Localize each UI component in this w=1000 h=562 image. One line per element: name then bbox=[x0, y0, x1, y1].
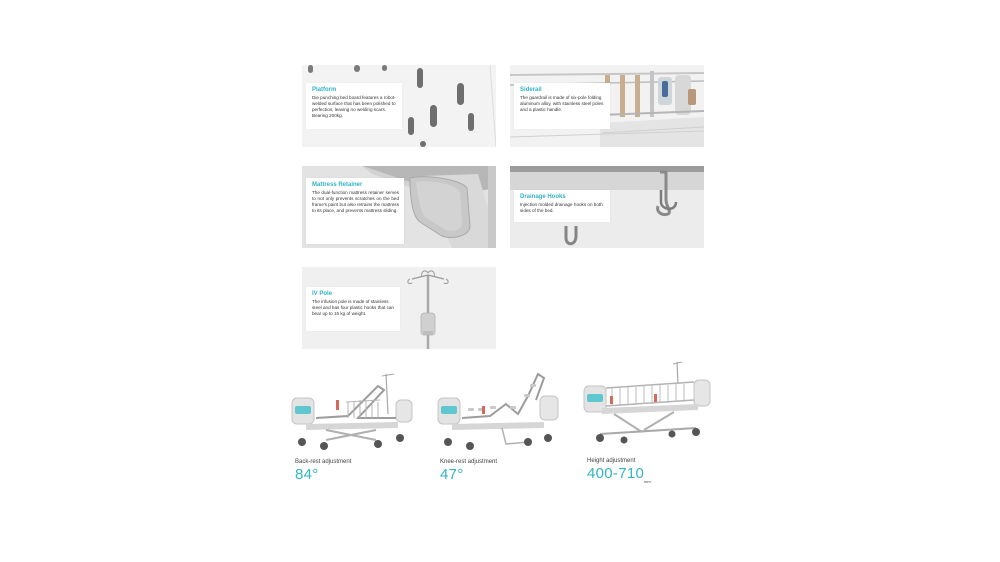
iv-pole-caption bbox=[306, 287, 400, 331]
spec-label: Knee-rest adjustment bbox=[440, 459, 498, 465]
spec-label: Back-rest adjustment bbox=[295, 459, 352, 465]
spec-value: 400-710 bbox=[587, 465, 645, 482]
feature-description: The dual-function mattress retainer serves to not only prevents scratches on the bed frame's paint but also retrains the mattress to its place, and prevents mattress sliding. bbox=[312, 190, 399, 213]
feature-tile-iv-pole bbox=[302, 267, 496, 349]
spec-height bbox=[587, 457, 651, 484]
feature-title: Drainage Hooks bbox=[520, 194, 566, 200]
feature-tile-mattress-retainer bbox=[302, 166, 496, 248]
feature-description: Die punching bed board features a robot-welded surface that has been polished to perfection, leaving no welding scars. Bearing 200kg. bbox=[312, 95, 396, 118]
feature-tile-platform bbox=[302, 65, 496, 147]
mattress-retainer-caption bbox=[306, 178, 404, 244]
bed-backrest-illustration bbox=[286, 366, 416, 456]
bed-kneerest-illustration bbox=[432, 366, 562, 456]
spec-value: 84° bbox=[295, 466, 319, 483]
feature-description: The guardrail is made of six-pole folding aluminum alloy, with stainless steel poles and a plastic handle. bbox=[520, 95, 604, 112]
feature-title: Siderail bbox=[520, 87, 542, 93]
spec-label: Height adjustment bbox=[587, 458, 636, 464]
spec-backrest bbox=[295, 458, 351, 484]
siderail-caption bbox=[514, 83, 610, 129]
feature-tile-siderail bbox=[510, 65, 704, 147]
feature-title: Mattress Retainer bbox=[312, 182, 363, 188]
drainage-hooks-caption bbox=[514, 190, 610, 222]
feature-tile-drainage-hooks bbox=[510, 166, 704, 248]
platform-caption bbox=[306, 83, 402, 129]
feature-title: IV Pole bbox=[312, 291, 333, 297]
spec-kneerest bbox=[440, 458, 497, 484]
feature-description: The infusion pole is made of stainless steel and has four plastic hooks that can bear up to 15 kg of weight. bbox=[312, 299, 394, 316]
bed-height-illustration bbox=[582, 360, 712, 450]
feature-title: Platform bbox=[312, 87, 337, 93]
spec-value: 47° bbox=[440, 466, 464, 483]
spec-unit: mm bbox=[644, 479, 651, 484]
feature-description: Injection molded drainage hooks on both sides of the bed. bbox=[520, 202, 603, 213]
